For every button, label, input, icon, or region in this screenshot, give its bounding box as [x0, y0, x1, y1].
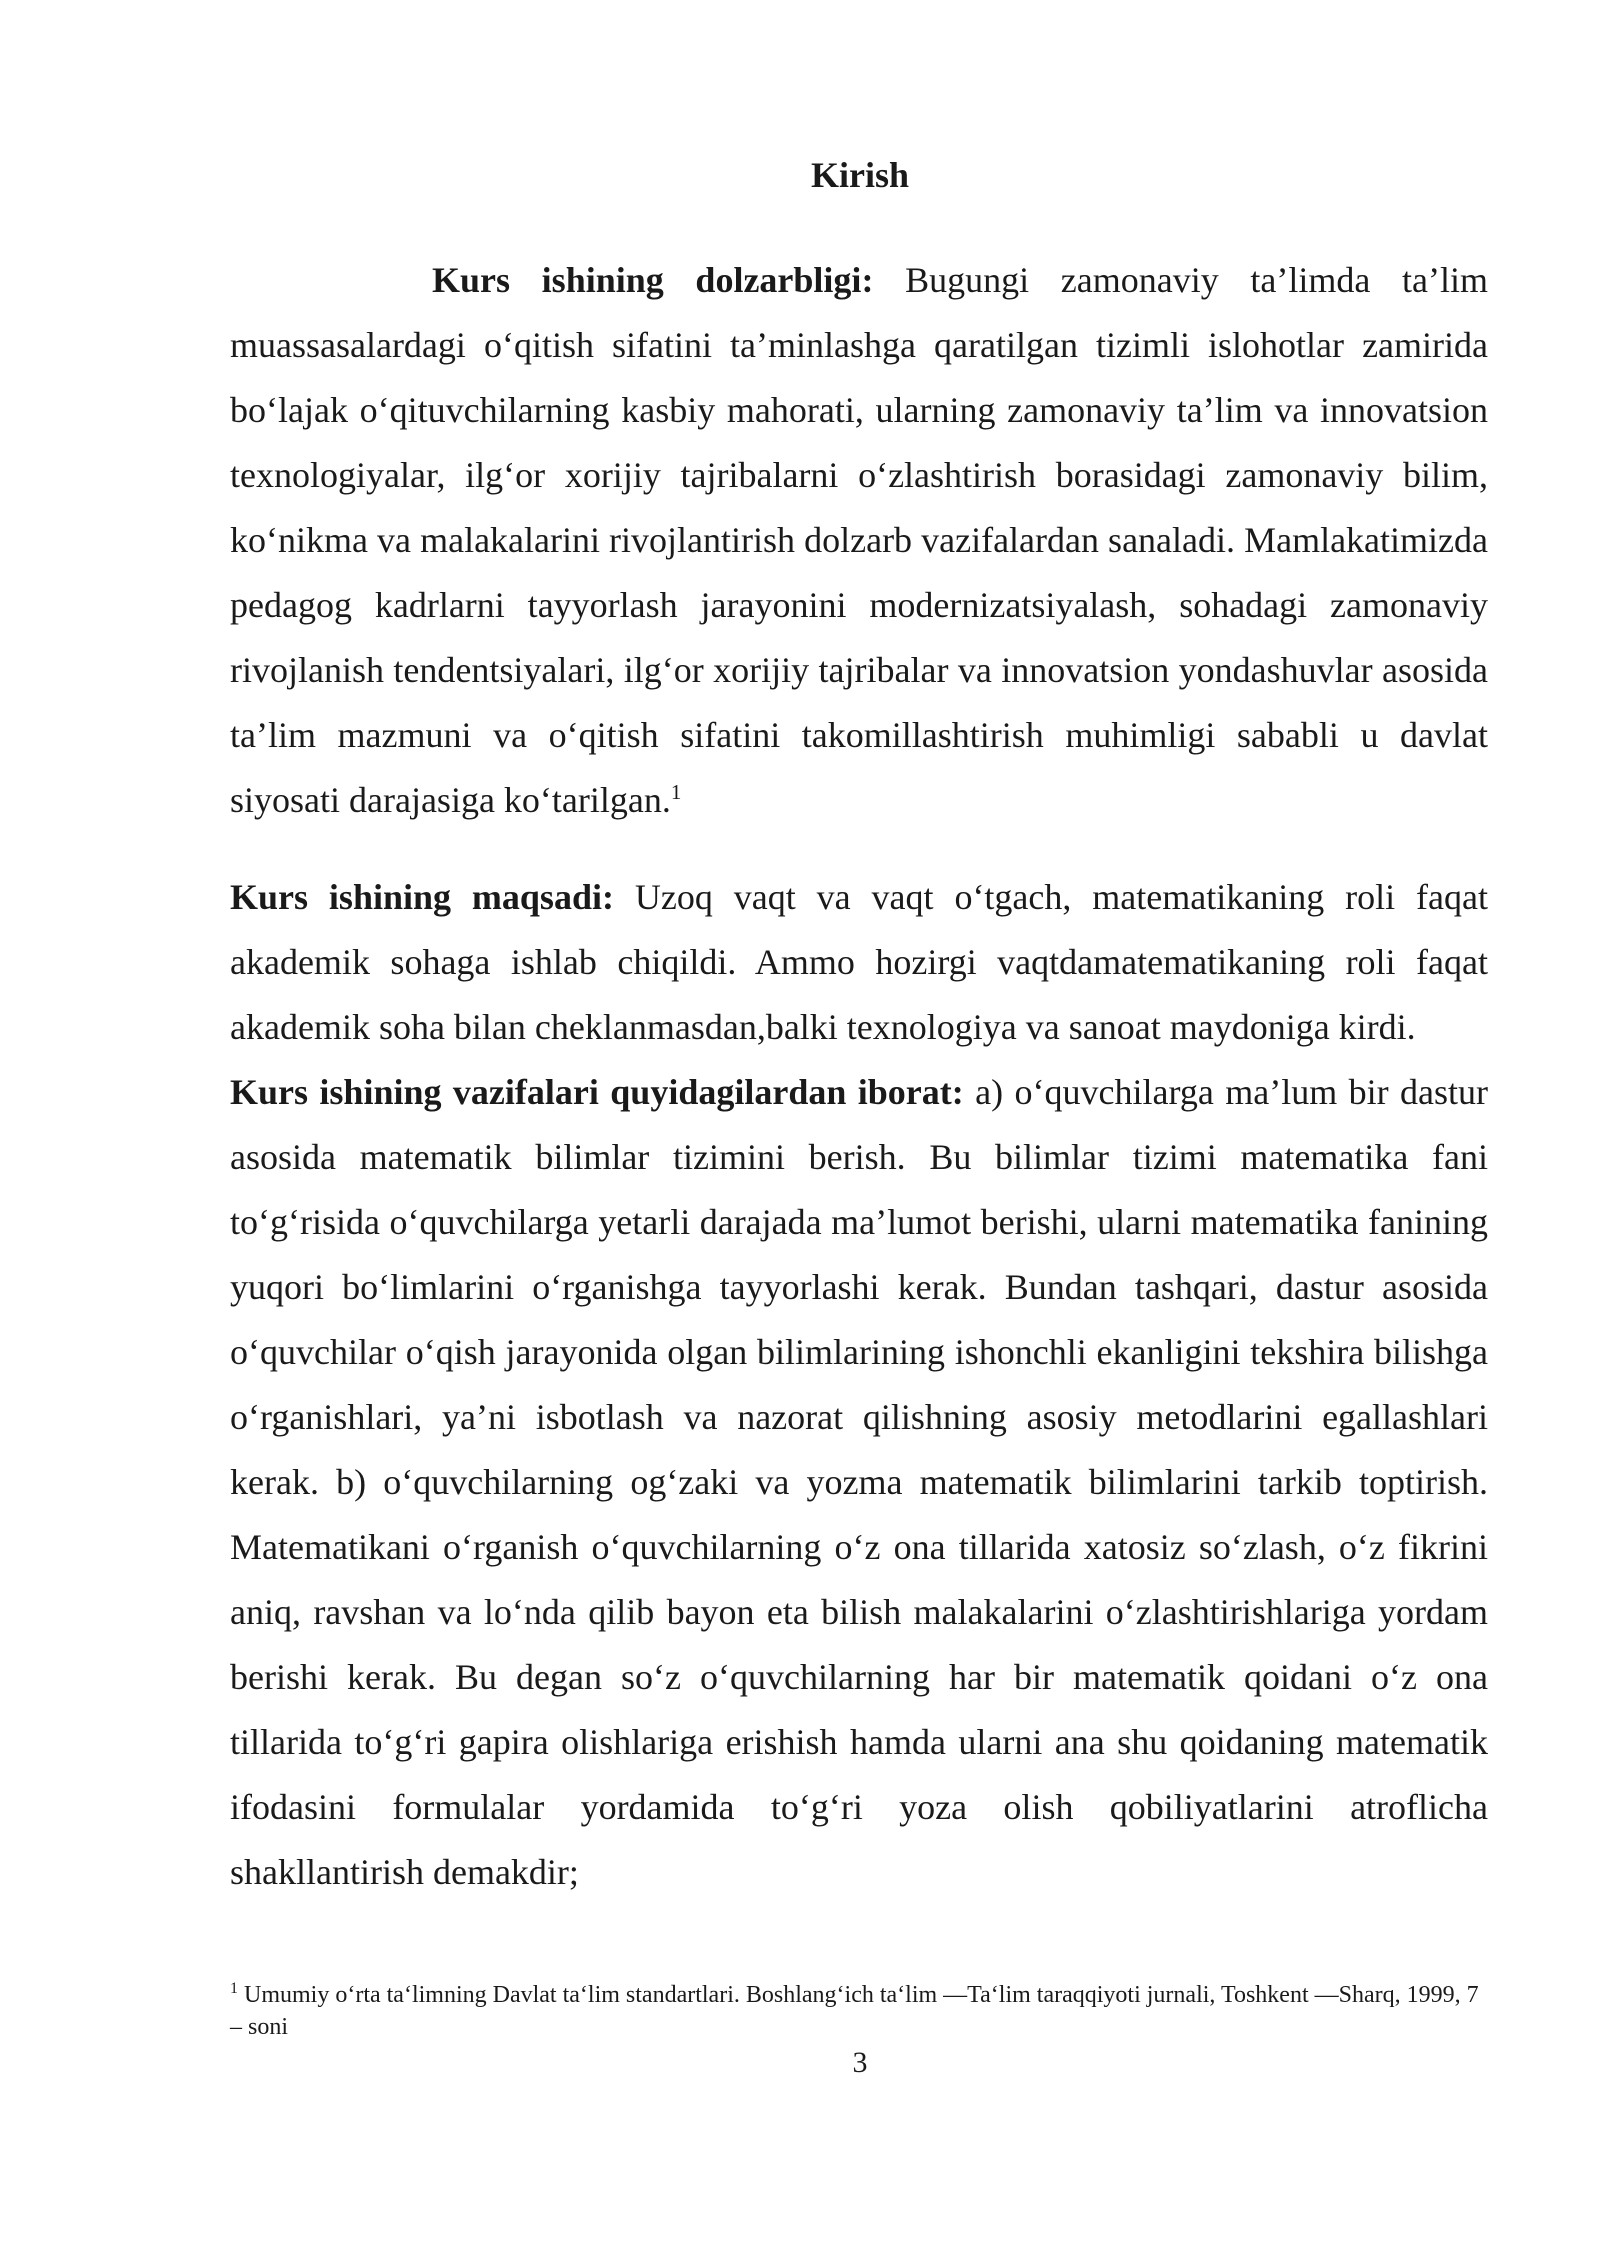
paragraph-goal: [230, 865, 1488, 1060]
paragraph-text-tasks: a) o‘quvchilarga ma’lum bir dastur asosida matematik bilimlar tizimini berish. Bu bilimlar tizimi matematika fani to‘g‘risida o‘quvchilarga yetarli darajada ma’lumot berishi, ularni matematika fanining yuqori bo‘limlarini o‘rganishga tayyorlashi kerak. Bundan tashqari, dastur asosida o‘quvchilar o‘qish jarayonida olgan bilimlarining ishonchli ekanligini tekshira bilishga o‘rganishlari, ya’ni isbotlash va nazorat qilishning asosiy metodlarini egallashlari kerak. b) o‘quvchilarning og‘zaki va yozma matematik bilimlarini tarkib toptirish. Matematikani o‘rganish o‘quvchilarning o‘z ona tillarida xatosiz so‘zlash, o‘z fikrini aniq, ravshan va lo‘nda qilib bayon eta bilish malakalarini o‘zlashtirishlariga yordam berishi kerak. Bu degan so‘z o‘quvchilarning har bir matematik qoidani o‘z ona tillarida to‘g‘ri gapira olishlariga erishish hamda ularni ana shu qoidaning matematik ifodasini formulalar yordamida to‘g‘ri yoza olish qobiliyatlarini atroflicha shakllantirish demakdir;: [230, 1072, 1488, 1892]
paragraph-lead-tasks: Kurs ishining vazifalari quyidagilardan iborat:: [230, 1072, 964, 1112]
paragraph-text-relevance: Bugungi zamonaviy ta’limda ta’lim muassasalardagi o‘qitish sifatini ta’minlashga qaratilgan tizimli islohotlar zamirida bo‘lajak o‘qituvchilarning kasbiy mahorati, ularning zamonaviy ta’lim va innovatsion texnologiyalar, ilg‘or xorijiy tajribalarni o‘zlashtirish borasidagi zamonaviy bilim, ko‘nikma va malakalarini rivojlantirish dolzarb vazifalardan sanaladi. Mamlakatimizda pedagog kadrlarni tayyorlash jarayonini modernizatsiyalash, sohadagi zamonaviy rivojlanish tendentsiyalari, ilg‘or xorijiy tajribalar va innovatsion yondashuvlar asosida ta’lim mazmuni va o‘qitish sifatini takomillashtirish muhimligi sababli u davlat siyosati darajasiga ko‘tarilgan.: [230, 260, 1488, 820]
page-number: 3: [852, 2046, 868, 2079]
page-title: Kirish: [810, 155, 909, 195]
paragraph-text-goal: Uzoq vaqt va vaqt o‘tgach, matematikaning roli faqat akademik sohaga ishlab chiqildi. Ammo hozirgi vaqtdamatematikaning roli faqat akademik soha bilan cheklanmasdan,balki texnologiya va sanoat maydoniga kirdi.: [230, 877, 1488, 1047]
paragraph-tasks: [230, 1060, 1488, 1905]
footnote-text: Umumiy o‘rta ta‘limning Davlat ta‘lim standartlari. Boshlang‘ich ta‘lim —Ta‘lim taraqqiyoti jurnali, Toshkent —Sharq, 1999, 7 – soni: [230, 1982, 1479, 2040]
footnote: [230, 1979, 1488, 2043]
paragraph-lead-goal: Kurs ishining maqsadi:: [230, 877, 614, 917]
document-body: [230, 248, 1488, 1905]
footnote-number: 1: [230, 1980, 238, 1997]
paragraph-relevance: [230, 248, 1488, 833]
paragraph-lead-relevance: Kurs ishining dolzarbligi:: [432, 260, 874, 300]
footnote-reference[interactable]: 1: [670, 780, 682, 804]
